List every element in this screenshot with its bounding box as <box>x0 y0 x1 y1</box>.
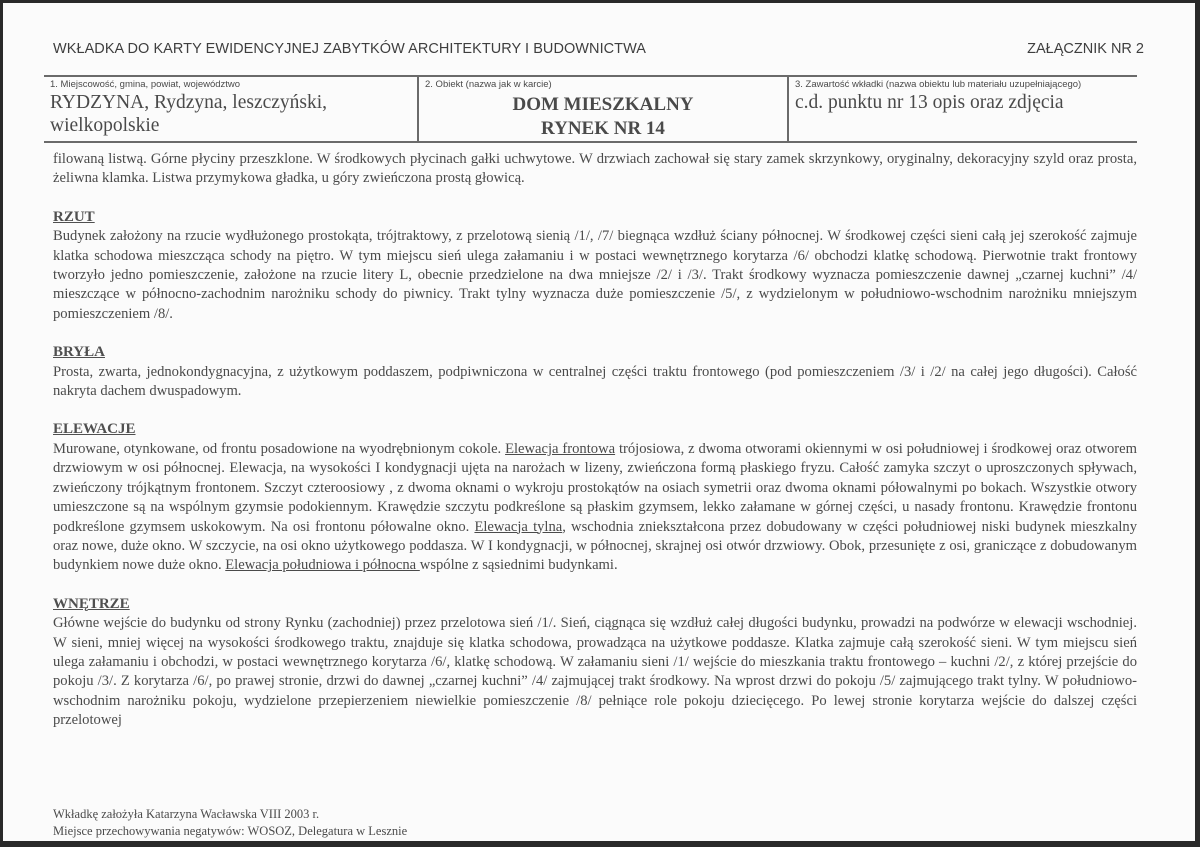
contents-label: 3. Zawartość wkładki (nazwa obiektu lub materiału uzupełniającego) <box>795 79 1082 90</box>
section-elewacje <box>53 420 1137 575</box>
section-heading: RZUT <box>53 208 95 225</box>
section-bryla <box>53 343 1137 401</box>
underlined-term-front-elevation: Elewacja frontowa <box>505 440 616 457</box>
section-paragraph: Budynek założony na rzucie wydłużonego prostokąta, trójtraktowy, z przelotową sienią /1/, /7/ biegnąca wzdłuż ściany północnej. W środkowej części sieni całą jej szerokość zajmuje klatka schodowa mieszcząca schody na piętro. W tym miejscu sień ulega załamaniu i w postaci wewnętrznego korytarza /6/ obchodzi klatkę schodową. Pierwotnie trakt frontowy tworzyło jedno pomieszczenie, założone na rzucie litery L, obecnie przedzielone na dwa mniejsze /2/ i /3/. Trakt środkowy wyznacza pomieszczenie dawnej „czarnej kuchni” /4/ mieszczące w północno-zachodnim narożniku schody do piwnicy. Trakt tylny wyznacza duże pomieszczenie /5/, z wydzielonym w południowo-wschodnim narożniku mniejszym pomieszczeniem /8/. <box>53 228 1137 322</box>
underlined-term-side-elevations: Elewacja południowa i północna <box>225 557 420 574</box>
object-line-2: RYNEK NR 14 <box>541 118 665 139</box>
negatives-location: Miejsce przechowywania negatywów: WOSOZ, Delegatura w Lesznie <box>53 823 408 838</box>
document-title: WKŁADKA DO KARTY EWIDENCYJNEJ ZABYTKÓW ARCHITEKTURY I BUDOWNICTWA <box>53 41 646 57</box>
section-heading: BRYŁA <box>53 344 105 361</box>
text-run: , wschodnia zniekształcona przez dobudowany w części południowej niski budynek mieszkalny oraz nowe, duże okno. W szczycie, na osi okno użytkowego poddasza. W I kondygnacji, w północnej, skrajnej osi otwór drzwiowy. Obok, przesunięte z osi, graniczące z dobudowanym budynkiem nowe duże okno. <box>53 518 1137 574</box>
attachment-number: ZAŁĄCZNIK NR 2 <box>1027 41 1144 57</box>
document-body <box>53 150 1137 731</box>
location-cell <box>44 77 417 141</box>
object-line-1: DOM MIESZKALNY <box>512 94 694 115</box>
text-run: wspólne z sąsiednimi budynkami. <box>419 557 618 574</box>
underlined-term-rear-elevation: Elewacja tylna <box>474 518 563 535</box>
document-page <box>3 3 1195 841</box>
object-cell <box>417 77 787 141</box>
section-paragraph: Prosta, zwarta, jednokondygnacyjna, z użytkowym poddaszem, podpiwniczona w centralnej części traktu frontowego (pod pomieszczeniem /3/ i /2/ na całej jego długości). Całość nakryta dachem dwuspadowym. <box>53 363 1137 400</box>
section-paragraph <box>53 440 1137 576</box>
section-paragraph: Główne wejście do budynku od strony Rynku (zachodniej) przez przelotowa sień /1/. Sień, ciągnąca się wzdłuż całej długości budynku, prowadzi na podwórze w elewacji wschodniej. W sieni, mniej więcej na wysokości środkowego traktu, znajduje się klatka schodowa, prowadząca na użytkowe poddasze. Klatka zajmuje całą szerokość sieni. W tym miejscu sień ulega załamaniu i obchodzi, w postaci wewnętrznego korytarza /6/, klatkę schodową. W załamaniu sieni /1/ wejście do mieszkania traktu frontowego – kuchni /2/, z której przejście do pokoju /3/. Z korytarza /6/, po prawej stronie, drzwi do dawnej „czarnej kuchni” /4/ zajmującej trakt środkowy. Na wprost drzwi do pokoju /5/ zajmującego trakt tylny. W południowo-wschodnim narożniku pokoju, wydzielone przepierzeniem niewielkie pomieszczenie /8/ pełniące role pokoju dziecięcego. Po lewej stronie korytarza wejście do dalszej części przelotowej <box>53 615 1137 729</box>
location-line-2: wielkopolskie <box>50 115 160 136</box>
object-label: 2. Obiekt (nazwa jak w karcie) <box>425 79 552 90</box>
contents-value: c.d. punktu nr 13 opis oraz zdjęcia <box>795 92 1064 113</box>
section-rzut <box>53 208 1137 324</box>
section-wnetrze <box>53 595 1137 731</box>
location-line-1: RYDZYNA, Rydzyna, leszczyński, <box>50 92 328 113</box>
text-run: Murowane, otynkowane, od frontu posadowione na wyodrębnionym cokole. <box>53 440 506 457</box>
contents-cell <box>787 77 1137 141</box>
location-label: 1. Miejscowość, gmina, powiat, województwo <box>50 79 241 90</box>
text-run: trójosiowa, z dwoma otworami okiennymi w osi południowej i środkowej oraz otworem drzwiowym w osi północnej. Elewacja, na wysokości I kondygnacji ujęta na narożach w lizeny, zwieńczona formą płaskiego fryzu. Całość zamyka szczyt o uproszczonych spływach, zwieńczony trójkątnym frontonem. Szczyt czteroosiowy , z dwoma oknami o wykroju prostokątów na osiach symetrii oraz dwoma oknami półowalnymi po bokach. Wszystkie otwory umieszczone są na wspólnym gzymsie podokiennym. Krawędzie szczytu podkreślone są płaskim gzymsem, lekko załamane w górnej części, u nasady frontonu. Krawędzie frontonu podkreślone gzymsem uskokowym. Na osi frontonu półowalne okno. <box>53 440 1137 535</box>
section-heading: WNĘTRZE <box>53 595 130 612</box>
document-footer <box>53 806 407 839</box>
metadata-table <box>44 75 1137 143</box>
author-note: Wkładkę założyła Katarzyna Wacławska VIII 2003 r. <box>53 807 320 821</box>
location-value <box>50 91 411 137</box>
object-value <box>419 93 787 141</box>
intro-paragraph: filowaną listwą. Górne płyciny przeszklone. W środkowych płycinach gałki uchwytowe. W drzwiach zachował się stary zamek skrzynkowy, oryginalny, dekoracyjny szyld oraz prosta, żeliwna klamka. Listwa przymykowa gładka, u góry zwieńczona prostą głowicą. <box>53 151 1137 187</box>
section-heading: ELEWACJE <box>53 421 136 438</box>
